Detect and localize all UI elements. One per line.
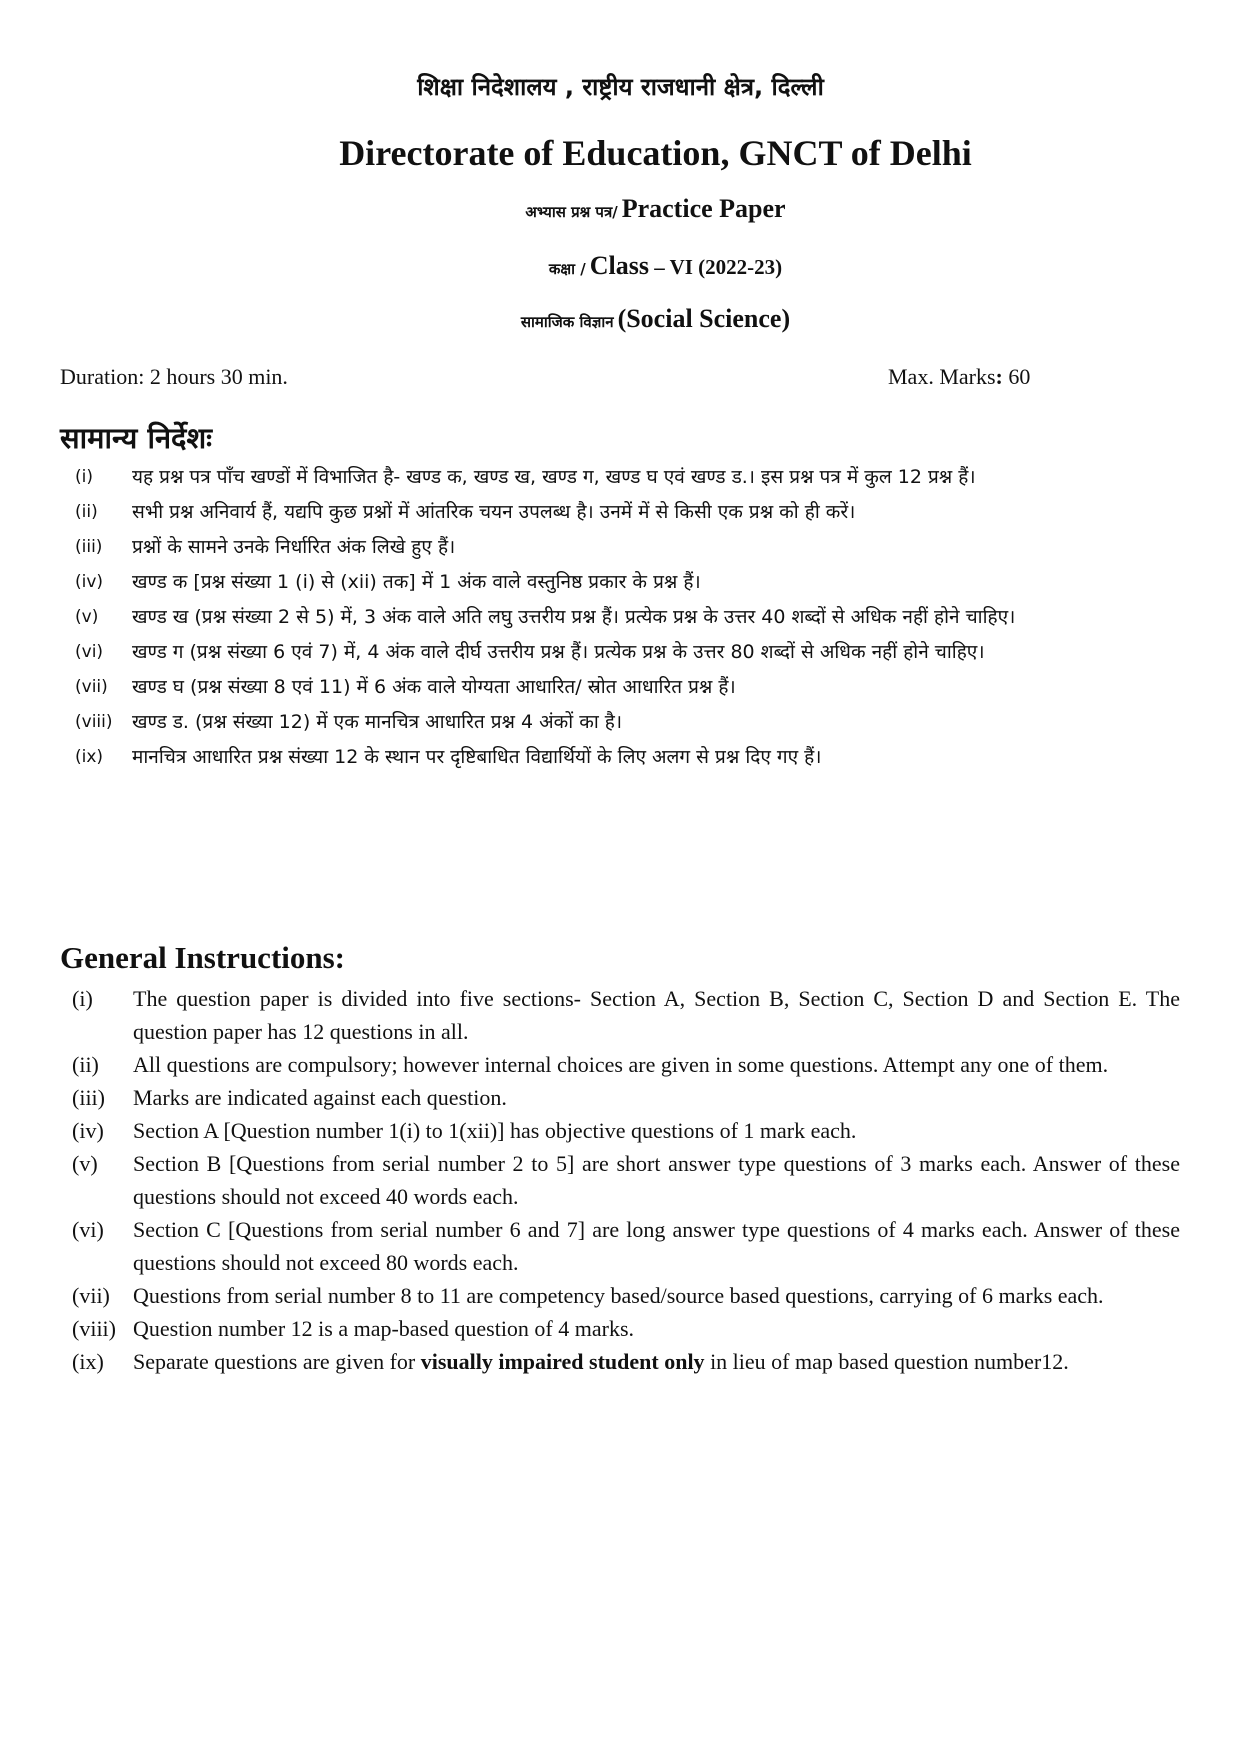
list-item (60, 1114, 1180, 1147)
item-number: (iii) (75, 537, 103, 557)
item-text (133, 1345, 1180, 1378)
practice-paper-hindi: अभ्यास प्रश्न पत्र/ (525, 203, 618, 221)
item-text: Section C [Questions from serial number 6 and 7] are long answer type questions of 4 marks each. Answer of these questions should not exceed 80 words each. (133, 1217, 1180, 1275)
item-text: Marks are indicated against each question. (133, 1085, 507, 1110)
general-instructions-list (60, 982, 1180, 1378)
item-number: (vii) (72, 1283, 110, 1308)
item-text-before: Separate questions are given for (133, 1349, 421, 1374)
max-marks-colon: : (995, 364, 1003, 389)
list-item (60, 740, 1180, 775)
max-marks (888, 364, 1030, 390)
list-item (60, 530, 1180, 565)
item-number: (vi) (72, 1217, 104, 1242)
item-number: (viii) (72, 1316, 116, 1341)
item-number: (ii) (72, 1052, 99, 1077)
hindi-title: शिक्षा निदेशालय , राष्ट्रीय राजधानी क्षेत्र, दिल्ली (417, 73, 824, 101)
item-text: खण्ड ख (प्रश्न संख्या 2 से 5) में, 3 अंक वाले अति लघु उत्तरीय प्रश्न हैं। प्रत्येक प्रश्न के उत्तर 40 शब्दों से अधिक नहीं होने चाहिए। (132, 606, 1016, 628)
item-text: Questions from serial number 8 to 11 are competency based/source based questions, carrying of 6 marks each. (133, 1283, 1104, 1308)
item-number: (iii) (72, 1085, 105, 1110)
item-text: All questions are compulsory; however internal choices are given in some questions. Attempt any one of them. (133, 1052, 1109, 1077)
item-number: (i) (75, 467, 93, 487)
item-number: (vii) (75, 677, 108, 697)
subject-english: (Social Science) (617, 304, 791, 333)
item-number: (ix) (75, 747, 104, 767)
list-item (60, 600, 1180, 635)
item-number: (ix) (72, 1349, 104, 1374)
item-number: (iv) (75, 572, 104, 592)
item-text-after: in lieu of map based question number12. (704, 1349, 1069, 1374)
list-item (60, 1345, 1180, 1378)
item-number: (i) (72, 986, 93, 1011)
general-instructions-heading: General Instructions: (60, 940, 346, 975)
list-item (60, 1312, 1180, 1345)
item-number: (viii) (75, 712, 113, 732)
item-text: प्रश्नों के सामने उनके निर्धारित अंक लिखे हुए हैं। (132, 536, 456, 558)
list-item (60, 1213, 1180, 1279)
max-marks-value: 60 (1002, 364, 1031, 389)
item-text: मानचित्र आधारित प्रश्न संख्या 12 के स्थान पर दृष्टिबाधित विद्यार्थियों के लिए अलग से प्रश्न दिए गए हैं। (132, 746, 822, 768)
practice-paper-line (0, 194, 1241, 224)
item-text: सभी प्रश्न अनिवार्य हैं, यद्यपि कुछ प्रश्नों में आंतरिक चयन उपलब्ध है। उनमें में से किसी एक प्रश्न को ही करें। (132, 501, 856, 523)
list-item (60, 1081, 1180, 1114)
subject-hindi: सामाजिक विज्ञान (520, 313, 614, 331)
list-item (60, 495, 1180, 530)
item-text: खण्ड घ (प्रश्न संख्या 8 एवं 11) में 6 अंक वाले योग्यता आधारित/ स्रोत आधारित प्रश्न हैं। (132, 676, 736, 698)
hindi-instructions-list (60, 460, 1180, 775)
item-number: (iv) (72, 1118, 104, 1143)
item-text: Section B [Questions from serial number 2 to 5] are short answer type questions of 3 marks each. Answer of these questions should not exceed 40 words each. (133, 1151, 1180, 1209)
list-item (60, 1147, 1180, 1213)
item-number: (vi) (75, 642, 104, 662)
hindi-instructions-heading: सामान्य निर्देशः (60, 421, 213, 455)
item-text: खण्ड क [प्रश्न संख्या 1 (i) से (xii) तक] में 1 अंक वाले वस्तुनिष्ठ प्रकार के प्रश्न हैं। (132, 571, 701, 593)
item-text: खण्ड ग (प्रश्न संख्या 6 एवं 7) में, 4 अंक वाले दीर्घ उत्तरीय प्रश्न हैं। प्रत्येक प्रश्न के उत्तर 80 शब्दों से अधिक नहीं होने चाहिए। (132, 641, 985, 663)
class-english: Class (589, 251, 649, 280)
list-item (60, 635, 1180, 670)
item-text: Section A [Question number 1(i) to 1(xii)] has objective questions of 1 mark each. (133, 1118, 857, 1143)
item-number: (ii) (75, 502, 98, 522)
class-line (0, 251, 1241, 281)
item-text: यह प्रश्न पत्र पाँच खण्डों में विभाजित है- खण्ड क, खण्ड ख, खण्ड ग, खण्ड घ एवं खण्ड ड.। इस प्रश्न पत्र में कुल 12 प्रश्न हैं। (132, 466, 976, 488)
list-item (60, 565, 1180, 600)
list-item (60, 460, 1180, 495)
class-hindi: कक्षा / (548, 260, 586, 278)
item-text: Question number 12 is a map-based question of 4 marks. (133, 1316, 635, 1341)
list-item (60, 1048, 1180, 1081)
list-item (60, 670, 1180, 705)
max-marks-label: Max. Marks (888, 364, 996, 389)
item-text: खण्ड ड. (प्रश्न संख्या 12) में एक मानचित्र आधारित प्रश्न 4 अंकों का है। (132, 711, 623, 733)
list-item (60, 705, 1180, 740)
list-item (60, 982, 1180, 1048)
english-title: Directorate of Education, GNCT of Delhi (339, 133, 972, 173)
practice-paper-english: Practice Paper (621, 194, 786, 223)
item-number: (v) (72, 1151, 98, 1176)
item-number: (v) (75, 607, 99, 627)
class-detail: – VI (2022-23) (648, 255, 783, 279)
item-text-emphasis: visually impaired student only (420, 1349, 705, 1374)
subject-line (0, 304, 1241, 334)
list-item (60, 1279, 1180, 1312)
duration: Duration: 2 hours 30 min. (60, 364, 288, 389)
item-text: The question paper is divided into five sections- Section A, Section B, Section C, Section D and Section E. The question paper has 12 questions in all. (133, 986, 1180, 1044)
